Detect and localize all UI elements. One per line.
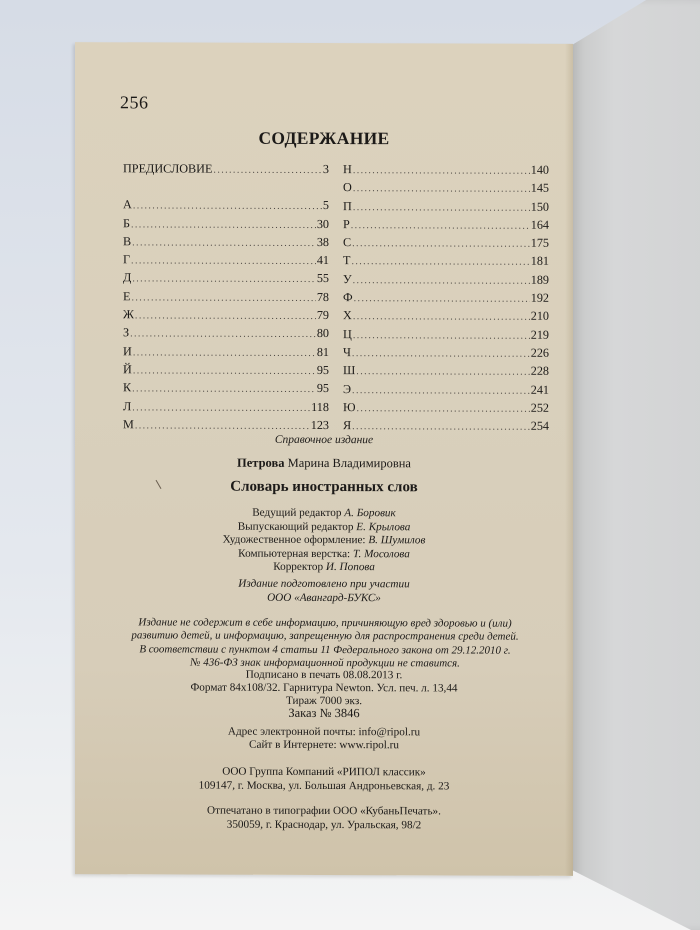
toc-entry: [123, 399, 329, 418]
toc-label: Ф: [343, 290, 353, 305]
toc-leader-dots: [354, 293, 530, 305]
credit-name: Е. Крылова: [356, 520, 411, 533]
toc-label: К: [123, 380, 132, 395]
toc-leader-dots: [213, 165, 321, 176]
toc-entry: [123, 381, 329, 400]
toc-entry: [123, 234, 329, 253]
toc-page: 5: [322, 198, 329, 213]
credit-name: И. Попова: [325, 561, 375, 574]
toc-entry: [343, 199, 549, 218]
toc-left-column: [123, 161, 329, 436]
edition-type: Справочное издание: [274, 433, 374, 447]
toc-entry: [343, 345, 549, 364]
toc-leader-dots: [351, 220, 530, 232]
toc-page: 181: [530, 254, 549, 269]
toc-page: 41: [316, 253, 329, 268]
toc-page: 123: [310, 417, 329, 432]
toc-label: Б: [123, 215, 130, 230]
toc-label: Х: [343, 308, 352, 323]
page-number: 256: [120, 92, 149, 113]
toc-page: 241: [530, 382, 549, 397]
credit-name: Т. Мосолова: [352, 547, 410, 561]
notice-line: Издание не содержит в себе информацию, причиняющую вред здоровью и (или): [138, 616, 512, 630]
author-surname: Петрова: [237, 455, 285, 470]
toc-label: Д: [123, 270, 132, 285]
toc-label: С: [343, 235, 352, 250]
toc-leader-dots: [132, 384, 316, 396]
toc-page: 79: [316, 308, 329, 323]
toc-label: ПРЕДИСЛОВИЕ: [123, 161, 213, 176]
toc-page: 30: [316, 216, 329, 231]
toc-leader-dots: [132, 274, 315, 286]
toc-label: Л: [123, 398, 132, 413]
toc-page: 189: [530, 272, 549, 287]
toc-entry-preface: [123, 161, 329, 180]
toc-page: 226: [530, 345, 549, 360]
prepared-company: ООО «Авангард-БУКС»: [267, 591, 381, 604]
toc-page: 118: [311, 399, 329, 414]
toc-label: И: [123, 343, 132, 359]
toc-entry: [123, 307, 329, 326]
toc-leader-dots: [353, 183, 530, 195]
toc-leader-dots: [352, 348, 530, 360]
toc-right-column: [343, 162, 549, 437]
toc-leader-dots: [133, 347, 316, 359]
publisher-name: ООО Группа Компаний «РИПОЛ классик»: [222, 765, 426, 779]
toc-label: Ю: [343, 399, 356, 414]
toc-label: Т: [343, 253, 351, 268]
toc-label: Ш: [343, 363, 356, 378]
prepared-by: [75, 577, 573, 606]
prepared-line: Издание подготовлено при участии: [238, 577, 410, 591]
toc-label: Ц: [343, 326, 352, 341]
toc-spacer: [123, 180, 329, 199]
toc-label: Ч: [343, 345, 351, 360]
toc-entry: [343, 254, 549, 273]
toc-entry: [123, 289, 329, 308]
toc-leader-dots: [353, 275, 530, 287]
toc-page: 145: [530, 181, 549, 196]
toc-page: 81: [316, 344, 329, 359]
toc-page: 175: [530, 235, 549, 250]
toc-label: П: [343, 198, 352, 213]
toc-title: СОДЕРЖАНИЕ: [258, 127, 390, 149]
toc-entry: [343, 327, 549, 346]
toc-leader-dots: [353, 311, 530, 323]
toc-page: 254: [530, 418, 549, 433]
toc-label: М: [123, 417, 134, 432]
toc-leader-dots: [357, 403, 530, 415]
toc-leader-dots: [352, 421, 530, 433]
toc-entry: [123, 326, 329, 345]
credit-role: Корректор: [273, 561, 324, 574]
toc-label: Р: [343, 216, 350, 231]
credit-name: В. Шумилов: [368, 534, 426, 547]
toc-leader-dots: [133, 365, 316, 377]
toc-leader-dots: [351, 257, 529, 269]
print-details: [75, 668, 573, 721]
author-name: [75, 455, 573, 472]
printer: [75, 804, 573, 833]
credits: [75, 506, 573, 576]
toc-entry: [123, 198, 329, 217]
toc-leader-dots: [135, 310, 316, 322]
publisher-address: 109147, г. Москва, ул. Большая Андроньевская, д. 23: [198, 779, 450, 793]
toc-page: 164: [530, 217, 549, 232]
toc-page: 150: [530, 199, 549, 214]
toc-entry: [123, 252, 329, 271]
contacts: [75, 725, 573, 754]
toc-leader-dots: [356, 366, 529, 378]
toc-label: А: [123, 197, 132, 212]
toc-leader-dots: [135, 420, 310, 432]
toc-entry: [343, 308, 549, 327]
toc-label: Н: [343, 162, 352, 177]
credit-line: [75, 561, 573, 576]
toc-page: 210: [530, 309, 549, 324]
toc-entry: [343, 180, 549, 199]
toc-leader-dots: [352, 238, 530, 250]
signed-to-print: Подписано в печать 08.08.2013 г.: [245, 668, 403, 682]
toc-leader-dots: [353, 165, 530, 177]
toc-entry: [343, 400, 549, 419]
format-line: Формат 84х108/32. Гарнитура Newton. Усл. печ. л. 13,44: [190, 681, 458, 695]
toc-entry: [343, 272, 549, 291]
book-title: Словарь иностранных слов: [230, 478, 418, 496]
back-cover: [572, 0, 700, 930]
toc-label: Й: [123, 362, 132, 377]
toc-leader-dots: [133, 201, 322, 213]
website-line: Сайт в Интернете: www.ripol.ru: [249, 739, 399, 752]
toc-label: Э: [343, 381, 352, 396]
toc-page: 80: [316, 326, 329, 341]
toc-entry: [343, 162, 549, 181]
toc-label: З: [123, 325, 130, 340]
toc-leader-dots: [132, 237, 316, 249]
age-rating-notice: [105, 616, 545, 671]
credit-role: Выпускающий редактор: [237, 520, 354, 533]
toc-leader-dots: [131, 292, 315, 304]
credit-role: Компьютерная верстка:: [238, 547, 351, 560]
credit-role: Художественное оформление:: [222, 533, 366, 547]
toc-entry: [123, 271, 329, 290]
publisher: [75, 765, 573, 794]
toc-page: 252: [530, 400, 549, 415]
toc-label: Г: [123, 252, 131, 267]
toc-leader-dots: [132, 402, 310, 414]
toc-leader-dots: [130, 329, 316, 341]
toc-entry: [343, 382, 549, 401]
toc-leader-dots: [131, 219, 316, 231]
toc-page: 140: [530, 162, 549, 177]
toc-page: 3: [322, 161, 329, 177]
toc-label: Е: [123, 289, 131, 304]
email-line: Адрес электронной почты: info@ripol.ru: [227, 725, 421, 739]
toc-leader-dots: [353, 330, 530, 342]
printer-name: Отпечатано в типографии ООО «КубаньПечать».: [207, 804, 441, 818]
toc-page: 192: [530, 290, 549, 305]
toc-page: 38: [316, 234, 329, 249]
toc-entry: [343, 290, 549, 309]
toc-label: В: [123, 234, 132, 249]
toc-leader-dots: [353, 202, 530, 214]
toc-leader-dots: [131, 256, 316, 268]
toc-entry: [123, 216, 329, 235]
printer-address: 350059, г. Краснодар, ул. Уральская, 98/2: [226, 818, 422, 831]
toc-page: 78: [316, 289, 329, 304]
notice-line: № 436-ФЗ знак информационной продукции не ставится.: [190, 656, 460, 670]
toc-label: О: [343, 180, 352, 195]
book-page: [75, 42, 573, 876]
toc-label: Я: [343, 418, 352, 433]
toc-label: Ж: [123, 307, 134, 322]
toc-entry: [123, 362, 329, 381]
author-given-names: Марина Владимировна: [287, 455, 411, 471]
credit-role: Ведущий редактор: [252, 506, 342, 520]
toc-page: 55: [316, 271, 329, 286]
toc-entry: [343, 363, 549, 382]
notice-line: развитию детей, и информацию, запрещенную для распространения среди детей.: [131, 629, 519, 644]
toc-entry: [343, 235, 549, 254]
toc-entry: [343, 217, 549, 236]
toc-leader-dots: [352, 385, 530, 397]
print-run: Тираж 7000 экз.: [285, 694, 363, 707]
credit-name: А. Боровик: [344, 507, 396, 520]
toc-page: 95: [316, 381, 329, 396]
order-number: Заказ № 3846: [288, 706, 360, 721]
notice-line: В соответствии с пунктом 4 статьи 11 Федерального закона от 29.12.2010 г.: [139, 643, 511, 657]
toc-page: 228: [530, 363, 549, 379]
toc-page: 95: [316, 362, 329, 377]
toc-page: 219: [530, 327, 549, 342]
toc-entry: [123, 344, 329, 363]
toc-label: У: [343, 271, 352, 286]
